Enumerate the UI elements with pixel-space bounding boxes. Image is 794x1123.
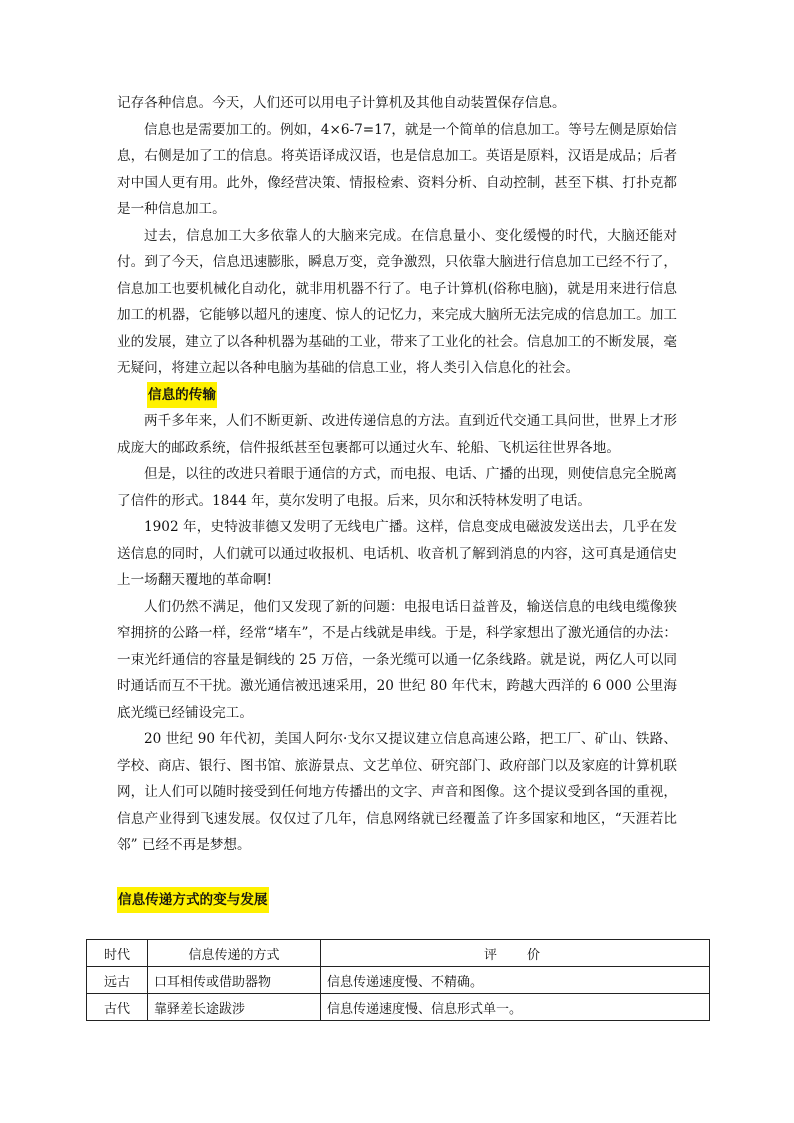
table-header-method: 信息传递的方式	[148, 940, 321, 967]
paragraph: 但是，以往的改进只着眼于通信的方式，而电报、电话、广播的出现，则使信息完全脱离了信件的形式。1844 年，莫尔发明了电报。后来，贝尔和沃特林发明了电话。	[117, 466, 677, 509]
document-body	[117, 90, 677, 913]
table-header-row	[87, 940, 710, 967]
table-cell-method: 靠驿差长途跋涉	[148, 994, 321, 1021]
table-row	[87, 967, 710, 994]
table-cell-era: 古代	[87, 994, 148, 1021]
table-row	[87, 994, 710, 1021]
table-heading: 信息传递方式的变与发展	[117, 887, 269, 914]
paragraph: 20 世纪 90 年代初，美国人阿尔·戈尔又提议建立信息高速公路，把工厂、矿山、铁路、学校、商店、银行、图书馆、旅游景点、文艺单位、研究部门、政府部门以及家庭的计算机联网，让人们可以随时接受到任何地方传播出的文字、声音和图像。这个提议受到各国的重视，信息产业得到飞速发展。仅仅过了几年，信息网络就已经覆盖了许多国家和地区，“天涯若比邻” 已经不再是梦想。	[117, 731, 677, 853]
table-cell-evaluation: 信息传递速度慢、不精确。	[321, 967, 710, 994]
paragraph: 人们仍然不满足，他们又发现了新的问题：电报电话日益普及，输送信息的电线电缆像狭窄拥挤的公路一样，经常“堵车”，不是占线就是串线。于是，科学家想出了激光通信的办法：一束光纤通信的容量是铜线的 25 万倍，一条光缆可以通一亿条线路。就是说，两亿人可以同时通话而互不干扰。激光通信被迅速采用，20 世纪 80 年代末，跨越大西洋的 6 000 公里海底光缆已经铺设完工。	[117, 598, 677, 721]
paragraph: 记存各种信息。今天，人们还可以用电子计算机及其他自动装置保存信息。	[117, 95, 566, 111]
transmission-table	[86, 939, 710, 1021]
table-header-evaluation: 评价	[321, 940, 710, 967]
paragraph: 1902 年，史特波菲德又发明了无线电广播。这样，信息变成电磁波发送出去，几乎在发送信息的同时，人们就可以通过收报机、电话机、收音机了解到消息的内容，这可真是通信史上一场翻天覆地的革命啊!	[117, 519, 677, 588]
paragraph: 两千多年来，人们不断更新、改进传递信息的方法。直到近代交通工具问世，世界上才形成庞大的邮政系统，信件报纸甚至包裹都可以通过火车、轮船、飞机运往世界各地。	[117, 413, 677, 456]
section-heading-transmission: 信息的传输	[147, 382, 217, 409]
table-header-era: 时代	[87, 940, 148, 967]
table-cell-era: 远古	[87, 967, 148, 994]
table-cell-method: 口耳相传或借助器物	[148, 967, 321, 994]
table-cell-evaluation: 信息传递速度慢、信息形式单一。	[321, 994, 710, 1021]
paragraph: 信息也是需要加工的。例如，4×6-7=17，就是一个简单的信息加工。等号左侧是原始信息，右侧是加了工的信息。将英语译成汉语，也是信息加工。英语是原料，汉语是成品；后者对中国人更有用。此外，像经营决策、情报检索、资料分析、自动控制，甚至下棋、打扑克都是一种信息加工。	[117, 121, 677, 217]
paragraph: 过去，信息加工大多依靠人的大脑来完成。在信息量小、变化缓慢的时代，大脑还能对付。到了今天，信息迅速膨胀，瞬息万变，竞争激烈，只依靠大脑进行信息加工已经不行了，信息加工也要机械化自动化，就非用机器不行了。电子计算机(俗称电脑)，就是用来进行信息加工的机器，它能够以超凡的速度、惊人的记忆力，来完成大脑所无法完成的信息加工。加工业的发展，建立了以各种机器为基础的工业，带来了工业化的社会。信息加工的不断发展，毫无疑问，将建立起以各种电脑为基础的信息工业，将人类引入信息化的社会。	[117, 227, 677, 376]
